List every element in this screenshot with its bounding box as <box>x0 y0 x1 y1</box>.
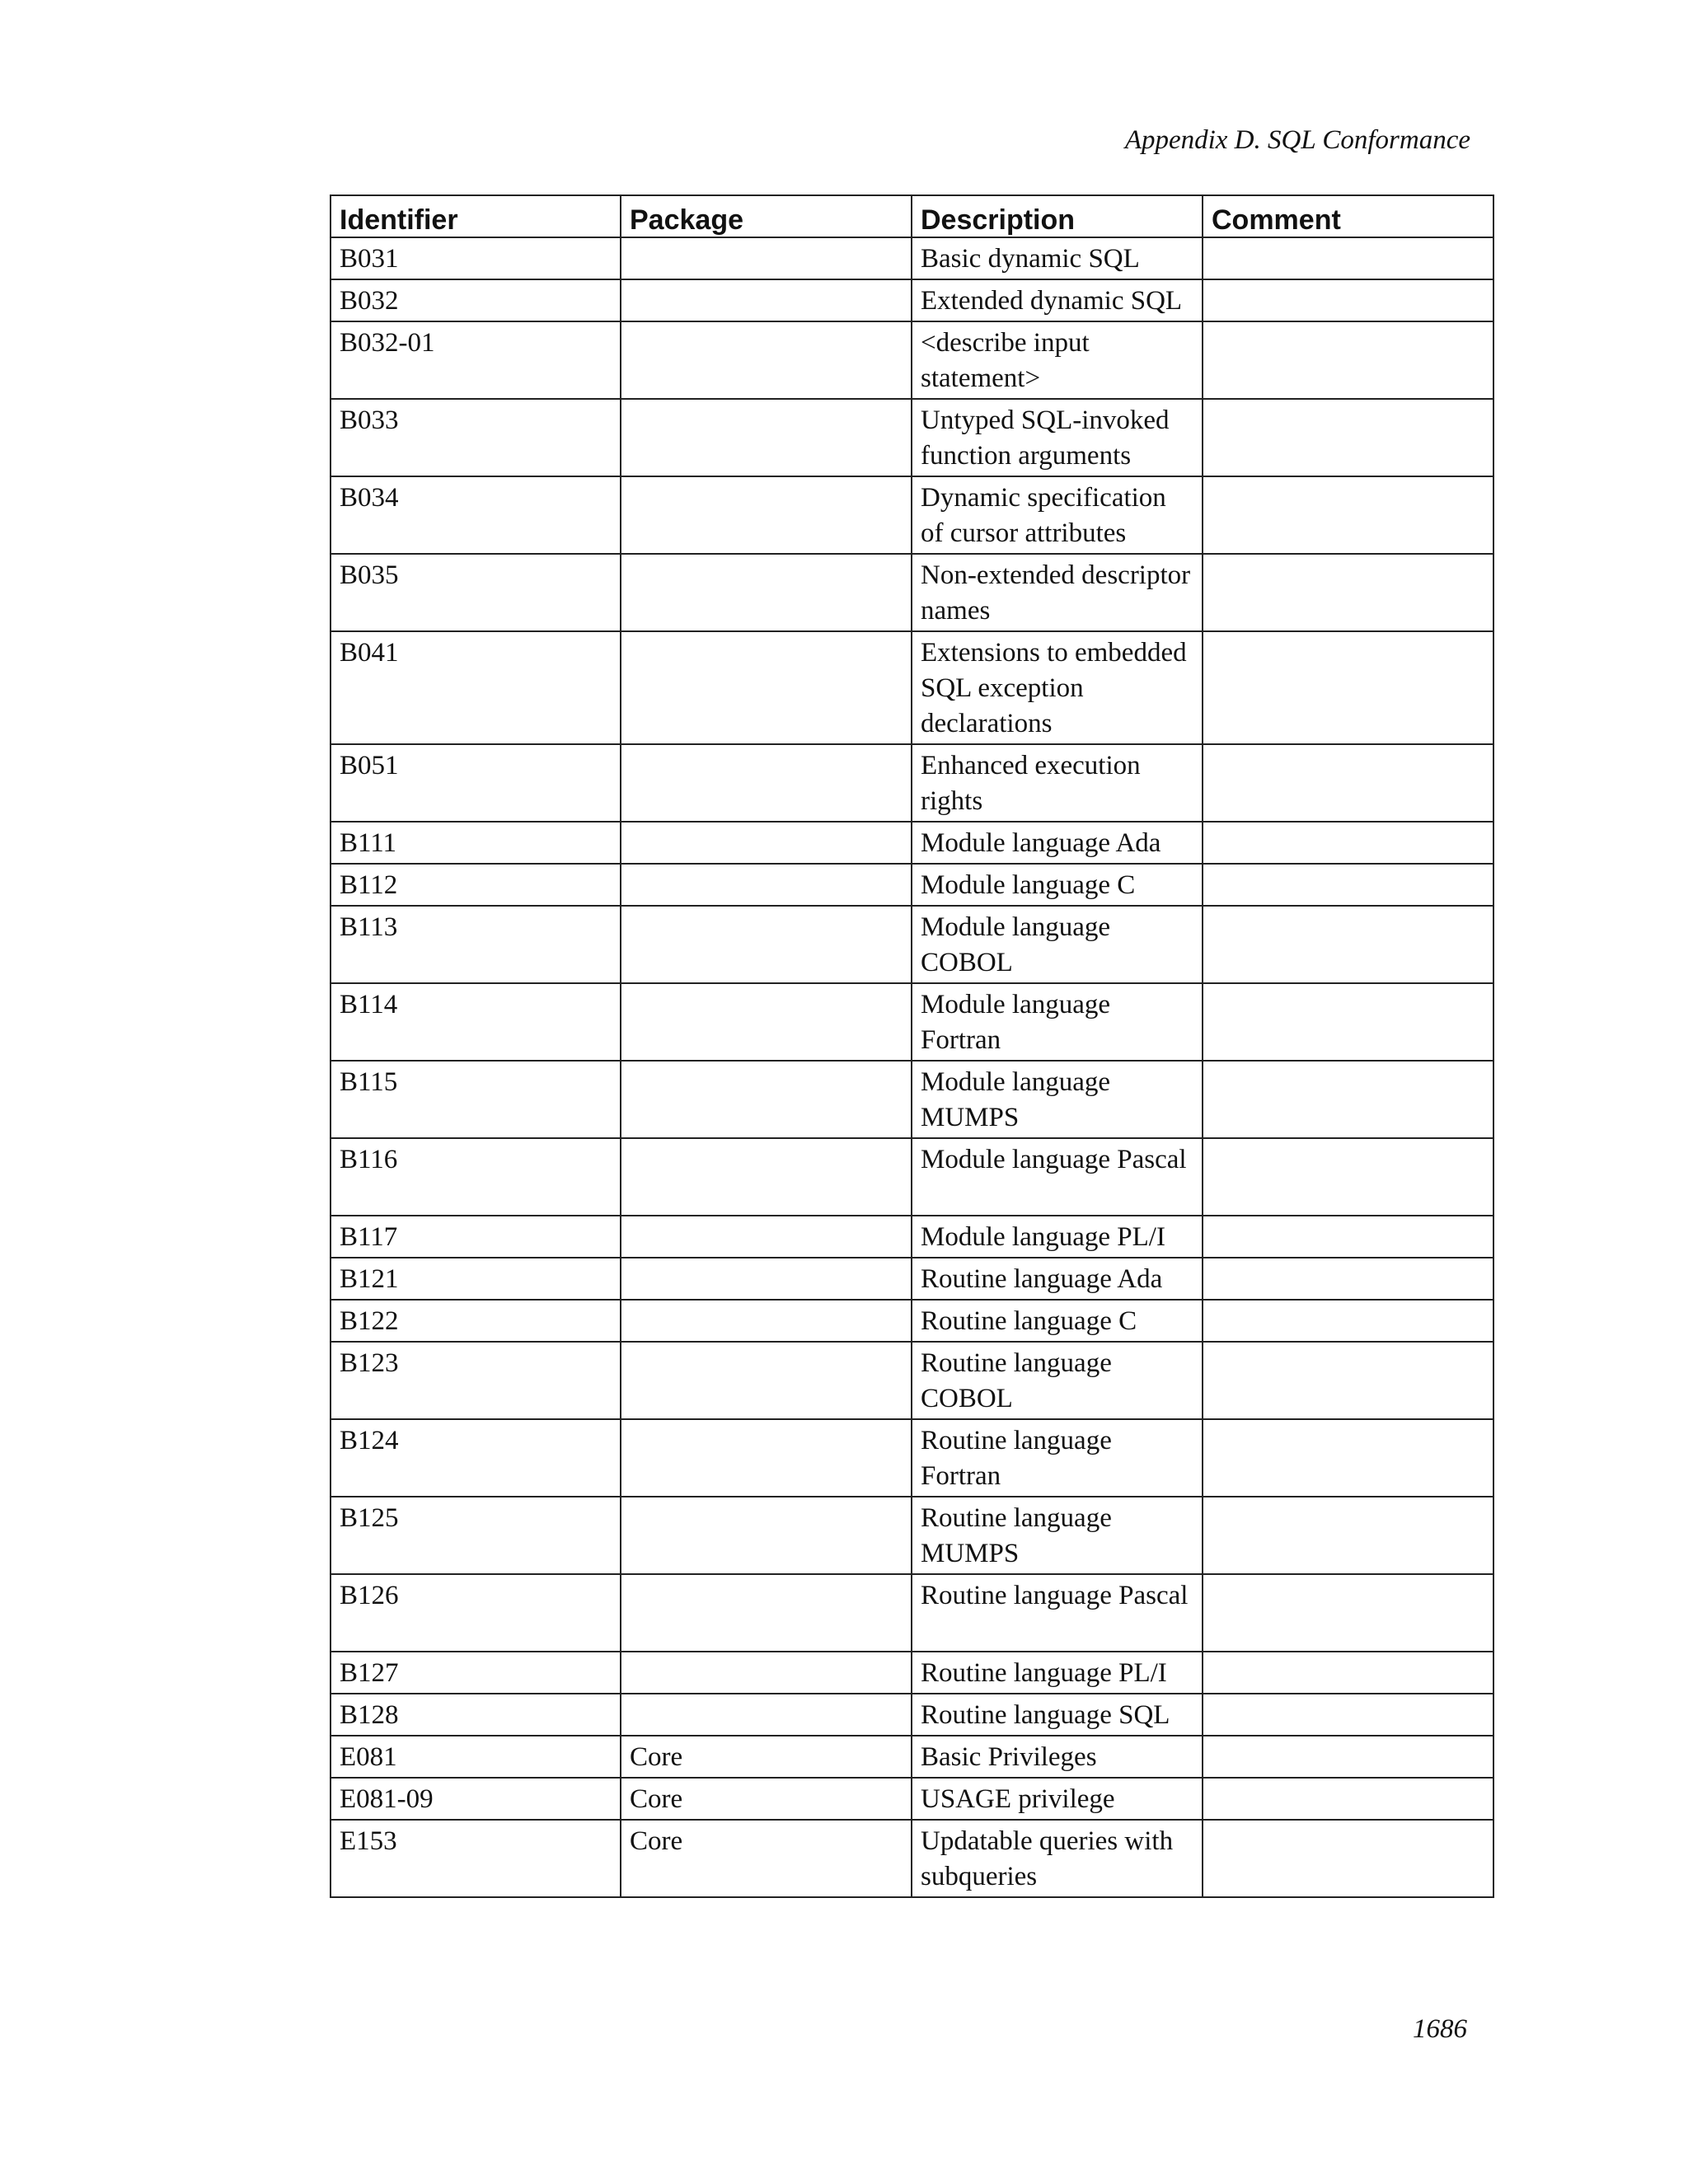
package-cell: Core <box>621 1736 912 1778</box>
identifier-cell: B128 <box>331 1694 621 1736</box>
identifier-cell: E081 <box>331 1736 621 1778</box>
comment-cell <box>1203 237 1493 279</box>
description-cell: Updatable queries with subqueries <box>912 1820 1203 1897</box>
comment-cell <box>1203 279 1493 321</box>
table-row <box>331 399 1493 476</box>
table-row <box>331 1652 1493 1694</box>
package-cell <box>621 321 912 399</box>
description-cell: Untyped SQL-invoked function arguments <box>912 399 1203 476</box>
description-cell: Extensions to embedded SQL exception declarations <box>912 631 1203 744</box>
description-cell: Dynamic specification of cursor attributes <box>912 476 1203 554</box>
comment-cell <box>1203 1820 1493 1897</box>
identifier-cell: B032 <box>331 279 621 321</box>
package-cell <box>621 279 912 321</box>
comment-cell <box>1203 1342 1493 1419</box>
identifier-cell: E081-09 <box>331 1778 621 1820</box>
comment-cell <box>1203 744 1493 822</box>
table-row <box>331 1258 1493 1300</box>
table-row <box>331 983 1493 1061</box>
package-cell <box>621 864 912 906</box>
comment-cell <box>1203 1574 1493 1652</box>
comment-cell <box>1203 1419 1493 1497</box>
package-cell <box>621 1300 912 1342</box>
sql-conformance-table <box>330 194 1494 1898</box>
identifier-cell: B041 <box>331 631 621 744</box>
package-cell <box>621 1061 912 1138</box>
package-cell <box>621 1216 912 1258</box>
package-cell <box>621 399 912 476</box>
identifier-cell: B033 <box>331 399 621 476</box>
identifier-cell: B127 <box>331 1652 621 1694</box>
page-number: 1686 <box>1413 2014 1467 2044</box>
description-cell: Module language Fortran <box>912 983 1203 1061</box>
table-row <box>331 237 1493 279</box>
package-cell <box>621 631 912 744</box>
description-cell: USAGE privilege <box>912 1778 1203 1820</box>
table-row <box>331 864 1493 906</box>
comment-cell <box>1203 1778 1493 1820</box>
identifier-cell: B121 <box>331 1258 621 1300</box>
identifier-cell: B115 <box>331 1061 621 1138</box>
table-row <box>331 1342 1493 1419</box>
identifier-cell: B125 <box>331 1497 621 1574</box>
description-cell: Enhanced execution rights <box>912 744 1203 822</box>
description-cell: Basic Privileges <box>912 1736 1203 1778</box>
table-row <box>331 1300 1493 1342</box>
comment-cell <box>1203 1138 1493 1216</box>
table-row <box>331 1694 1493 1736</box>
comment-cell <box>1203 631 1493 744</box>
package-cell <box>621 1497 912 1574</box>
description-cell: Routine language Ada <box>912 1258 1203 1300</box>
identifier-cell: B117 <box>331 1216 621 1258</box>
description-cell: Extended dynamic SQL <box>912 279 1203 321</box>
identifier-cell: B122 <box>331 1300 621 1342</box>
table-row <box>331 1778 1493 1820</box>
comment-cell <box>1203 864 1493 906</box>
table-row <box>331 1419 1493 1497</box>
package-cell <box>621 1258 912 1300</box>
table-row <box>331 554 1493 631</box>
identifier-cell: B116 <box>331 1138 621 1216</box>
identifier-cell: B124 <box>331 1419 621 1497</box>
comment-cell <box>1203 399 1493 476</box>
description-cell: Routine language MUMPS <box>912 1497 1203 1574</box>
comment-cell <box>1203 1216 1493 1258</box>
identifier-cell: B035 <box>331 554 621 631</box>
comment-cell <box>1203 1652 1493 1694</box>
comment-cell <box>1203 476 1493 554</box>
running-head: Appendix D. SQL Conformance <box>1124 125 1470 155</box>
header-description: Description <box>912 195 1203 237</box>
table-row <box>331 744 1493 822</box>
description-cell: Module language C <box>912 864 1203 906</box>
table-body <box>331 237 1493 1897</box>
table-row <box>331 1061 1493 1138</box>
comment-cell <box>1203 983 1493 1061</box>
description-cell: <describe input statement> <box>912 321 1203 399</box>
table-row <box>331 476 1493 554</box>
identifier-cell: B112 <box>331 864 621 906</box>
comment-cell <box>1203 1061 1493 1138</box>
table-row <box>331 1216 1493 1258</box>
identifier-cell: B111 <box>331 822 621 864</box>
package-cell <box>621 1138 912 1216</box>
comment-cell <box>1203 554 1493 631</box>
identifier-cell: B126 <box>331 1574 621 1652</box>
header-identifier: Identifier <box>331 195 621 237</box>
package-cell <box>621 744 912 822</box>
comment-cell <box>1203 1300 1493 1342</box>
identifier-cell: B051 <box>331 744 621 822</box>
description-cell: Routine language SQL <box>912 1694 1203 1736</box>
identifier-cell: B034 <box>331 476 621 554</box>
package-cell <box>621 1574 912 1652</box>
table-row <box>331 1497 1493 1574</box>
comment-cell <box>1203 321 1493 399</box>
header-package: Package <box>621 195 912 237</box>
identifier-cell: B113 <box>331 906 621 983</box>
description-cell: Module language COBOL <box>912 906 1203 983</box>
table-row <box>331 1736 1493 1778</box>
comment-cell <box>1203 1497 1493 1574</box>
description-cell: Module language PL/I <box>912 1216 1203 1258</box>
table-row <box>331 1138 1493 1216</box>
description-cell: Module language MUMPS <box>912 1061 1203 1138</box>
description-cell: Routine language Pascal <box>912 1574 1203 1652</box>
table-row <box>331 279 1493 321</box>
package-cell <box>621 1652 912 1694</box>
description-cell: Basic dynamic SQL <box>912 237 1203 279</box>
identifier-cell: B114 <box>331 983 621 1061</box>
description-cell: Routine language C <box>912 1300 1203 1342</box>
table-row <box>331 631 1493 744</box>
comment-cell <box>1203 822 1493 864</box>
description-cell: Non-extended descriptor names <box>912 554 1203 631</box>
header-comment: Comment <box>1203 195 1493 237</box>
package-cell <box>621 237 912 279</box>
identifier-cell: B032-01 <box>331 321 621 399</box>
package-cell <box>621 554 912 631</box>
table-header-row <box>331 195 1493 237</box>
table-row <box>331 906 1493 983</box>
package-cell <box>621 906 912 983</box>
identifier-cell: B031 <box>331 237 621 279</box>
table-row <box>331 321 1493 399</box>
comment-cell <box>1203 1258 1493 1300</box>
comment-cell <box>1203 1736 1493 1778</box>
package-cell <box>621 1342 912 1419</box>
comment-cell <box>1203 1694 1493 1736</box>
package-cell <box>621 822 912 864</box>
package-cell: Core <box>621 1778 912 1820</box>
package-cell <box>621 983 912 1061</box>
description-cell: Module language Pascal <box>912 1138 1203 1216</box>
table-row <box>331 1574 1493 1652</box>
identifier-cell: B123 <box>331 1342 621 1419</box>
package-cell: Core <box>621 1820 912 1897</box>
table-row <box>331 822 1493 864</box>
description-cell: Routine language Fortran <box>912 1419 1203 1497</box>
description-cell: Routine language COBOL <box>912 1342 1203 1419</box>
description-cell: Module language Ada <box>912 822 1203 864</box>
package-cell <box>621 1419 912 1497</box>
table-row <box>331 1820 1493 1897</box>
comment-cell <box>1203 906 1493 983</box>
package-cell <box>621 476 912 554</box>
description-cell: Routine language PL/I <box>912 1652 1203 1694</box>
package-cell <box>621 1694 912 1736</box>
identifier-cell: E153 <box>331 1820 621 1897</box>
